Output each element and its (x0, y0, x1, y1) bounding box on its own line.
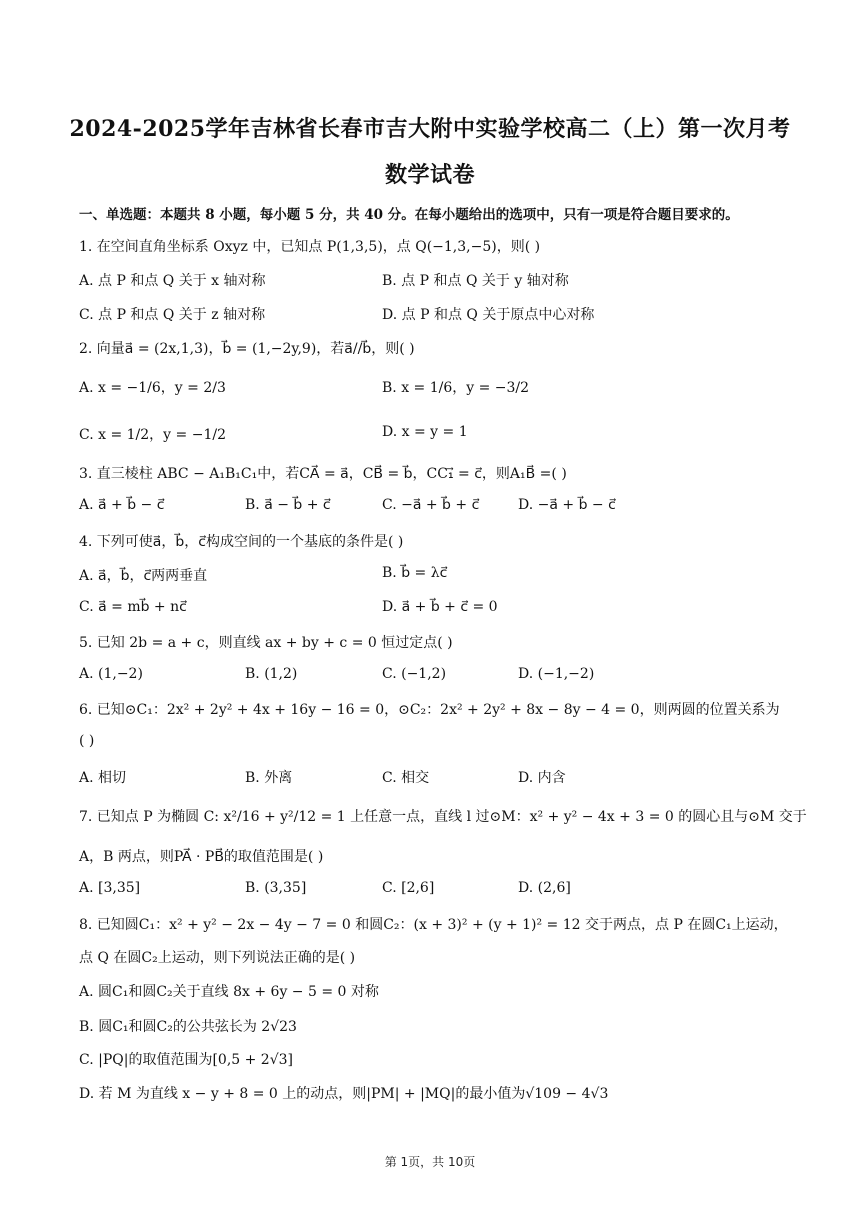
question-5-stem: 5. 已知 2b = a + c，则直线 ax + by + c = 0 恒过定点( ) (79, 635, 453, 651)
question-3-option-c: C. −a⃗ + b⃗ + c⃗ (382, 497, 480, 513)
question-3-option-b: B. a⃗ − b⃗ + c⃗ (245, 497, 331, 513)
page-footer: 第 1页，共 10页 (384, 1155, 476, 1169)
question-2-option-d: D. x = y = 1 (382, 424, 468, 440)
exam-title-line2: 数学试卷 (384, 162, 475, 188)
question-2-option-c: C. x = 1/2，y = −1/2 (79, 427, 226, 443)
question-4-option-a: A. a⃗，b⃗，c⃗两两垂直 (79, 568, 208, 584)
question-6-stem-line1: 6. 已知⊙C₁：2x² + 2y² + 4x + 16y − 16 = 0，⊙C₂：2x² + 2y² + 8x − 8y − 4 = 0，则两圆的位置关系为 (79, 702, 780, 718)
question-8-stem-line2: 点 Q 在圆C₂上运动，则下列说法正确的是( ) (79, 950, 356, 966)
question-2-stem: 2. 向量a⃗ = (2x,1,3)，b⃗ = (1,−2y,9)，若a⃗//b⃗，则( ) (79, 341, 415, 357)
question-6-stem-line2: ( ) (79, 733, 95, 749)
question-7-option-b: B. (3,35] (245, 880, 307, 896)
question-7-option-d: D. (2,6] (518, 880, 571, 896)
question-7-stem-line1: 7. 已知点 P 为椭圆 C: x²/16 + y²/12 = 1 上任意一点，直线 l 过⊙M：x² + y² − 4x + 3 = 0 的圆心且与⊙M 交于 (79, 809, 807, 825)
question-4-option-b: B. b⃗ = λc⃗ (382, 565, 448, 581)
question-8-stem-line1: 8. 已知圆C₁：x² + y² − 2x − 4y − 7 = 0 和圆C₂：(x + 3)² + (y + 1)² = 12 交于两点，点 P 在圆C₁上运动， (79, 917, 788, 933)
exam-title-line1: 2024-2025学年吉林省长春市吉大附中实验学校高二（上）第一次月考 (69, 116, 791, 142)
section-heading: 一、单选题：本题共 8 小题，每小题 5 分，共 40 分。在每小题给出的选项中，只有一项是符合题目要求的。 (79, 207, 739, 223)
question-6-option-b: B. 外离 (245, 770, 293, 786)
question-5-option-a: A. (1,−2) (79, 666, 143, 682)
question-8-option-c: C. |PQ|的取值范围为[0,5 + 2√3] (79, 1052, 293, 1068)
question-5-option-c: C. (−1,2) (382, 666, 447, 682)
question-6-option-a: A. 相切 (79, 770, 127, 786)
question-8-option-d: D. 若 M 为直线 x − y + 8 = 0 上的动点，则|PM| + |MQ|的最小值为√109 − 4√3 (79, 1086, 609, 1102)
question-3-option-d: D. −a⃗ + b⃗ − c⃗ (518, 497, 616, 513)
question-1-option-a: A. 点 P 和点 Q 关于 x 轴对称 (79, 273, 266, 289)
question-8-option-b: B. 圆C₁和圆C₂的公共弦长为 2√23 (79, 1019, 297, 1035)
question-4-option-c: C. a⃗ = mb⃗ + nc⃗ (79, 599, 187, 615)
question-7-stem-line2: A，B 两点，则PA⃗ · PB⃗的取值范围是( ) (79, 849, 324, 865)
question-5-option-d: D. (−1,−2) (518, 666, 595, 682)
question-6-option-c: C. 相交 (382, 770, 430, 786)
question-2-option-b: B. x = 1/6，y = −3/2 (382, 380, 530, 396)
question-5-option-b: B. (1,2) (245, 666, 298, 682)
question-3-option-a: A. a⃗ + b⃗ − c⃗ (79, 497, 165, 513)
question-1-stem: 1. 在空间直角坐标系 Oxyz 中，已知点 P(1,3,5)，点 Q(−1,3,−5)，则( ) (79, 239, 541, 255)
question-7-option-a: A. [3,35] (79, 880, 141, 896)
question-1-option-b: B. 点 P 和点 Q 关于 y 轴对称 (382, 273, 569, 289)
question-2-option-a: A. x = −1/6，y = 2/3 (79, 380, 226, 396)
question-8-option-a: A. 圆C₁和圆C₂关于直线 8x + 6y − 5 = 0 对称 (79, 984, 379, 1000)
question-1-option-d: D. 点 P 和点 Q 关于原点中心对称 (382, 307, 595, 323)
question-7-option-c: C. [2,6] (382, 880, 435, 896)
question-4-option-d: D. a⃗ + b⃗ + c⃗ = 0 (382, 599, 498, 615)
question-4-stem: 4. 下列可使a⃗，b⃗，c⃗构成空间的一个基底的条件是( ) (79, 534, 404, 550)
question-6-option-d: D. 内含 (518, 770, 566, 786)
question-3-stem: 3. 直三棱柱 ABC − A₁B₁C₁中，若CA⃗ = a⃗，CB⃗ = b⃗，CC₁⃗ = c⃗，则A₁B⃗ =( ) (79, 466, 567, 482)
question-1-option-c: C. 点 P 和点 Q 关于 z 轴对称 (79, 307, 266, 323)
